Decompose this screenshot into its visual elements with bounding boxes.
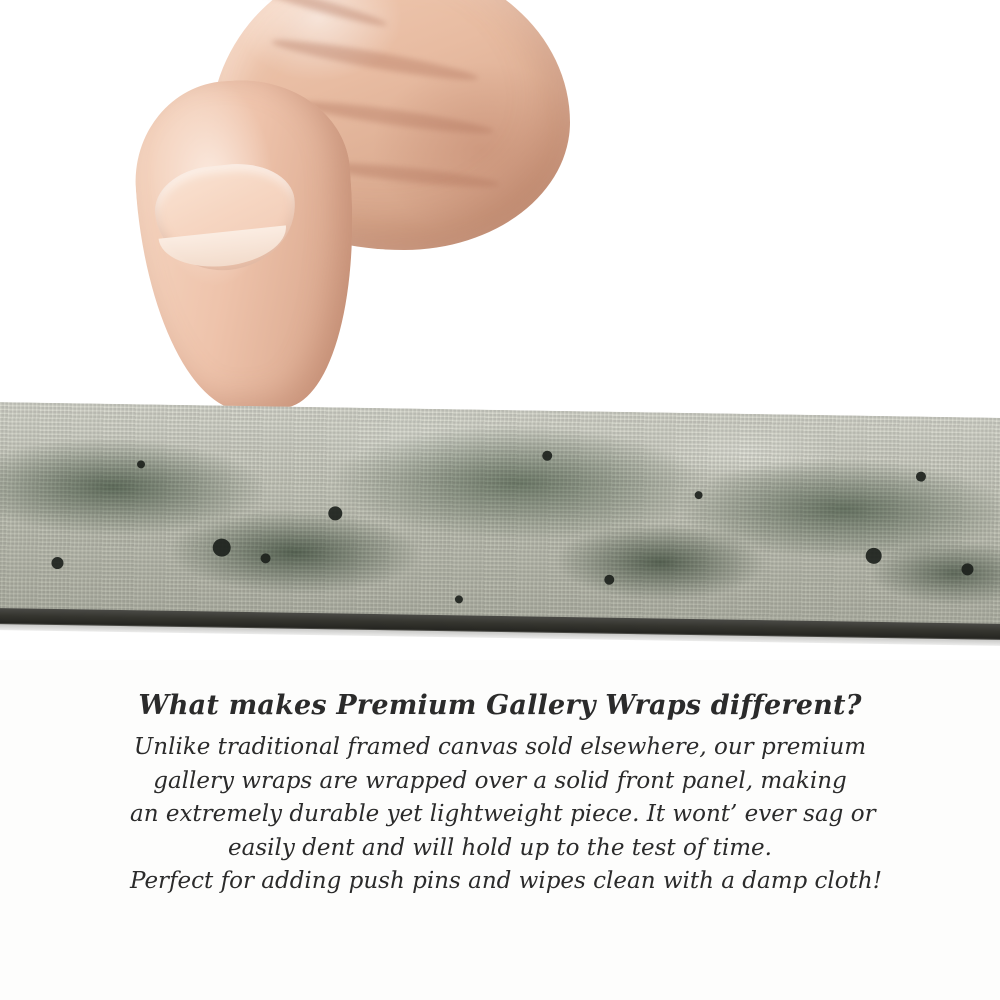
canvas-speck: [261, 553, 271, 563]
canvas-weave-texture: [0, 402, 1000, 626]
canvas-speck: [542, 451, 552, 461]
caption-line: an extremely durable yet lightweight piece. It wont’ ever sag or: [130, 801, 876, 828]
hand-illustration: [120, 0, 600, 430]
caption-line: gallery wraps are wrapped over a solid front panel, making: [153, 767, 847, 794]
canvas-speck: [916, 472, 926, 482]
canvas-speck: [695, 491, 703, 499]
caption-line: Unlike traditional framed canvas sold elsewhere, our premium: [133, 734, 867, 760]
canvas-speck: [961, 563, 973, 575]
caption-body: [0, 731, 1000, 899]
canvas-speck: [137, 460, 145, 468]
caption-line: Perfect for adding push pins and wipes clean with a damp cloth!: [130, 868, 882, 895]
canvas-speck: [604, 575, 614, 585]
canvas-speck: [455, 595, 463, 603]
caption-heading: What makes Premium Gallery Wraps different?: [138, 690, 862, 721]
caption-block: [0, 690, 1000, 899]
caption-line: easily dent and will hold up to the test of time.: [228, 834, 772, 861]
canvas-edge-strip: [0, 402, 1000, 646]
